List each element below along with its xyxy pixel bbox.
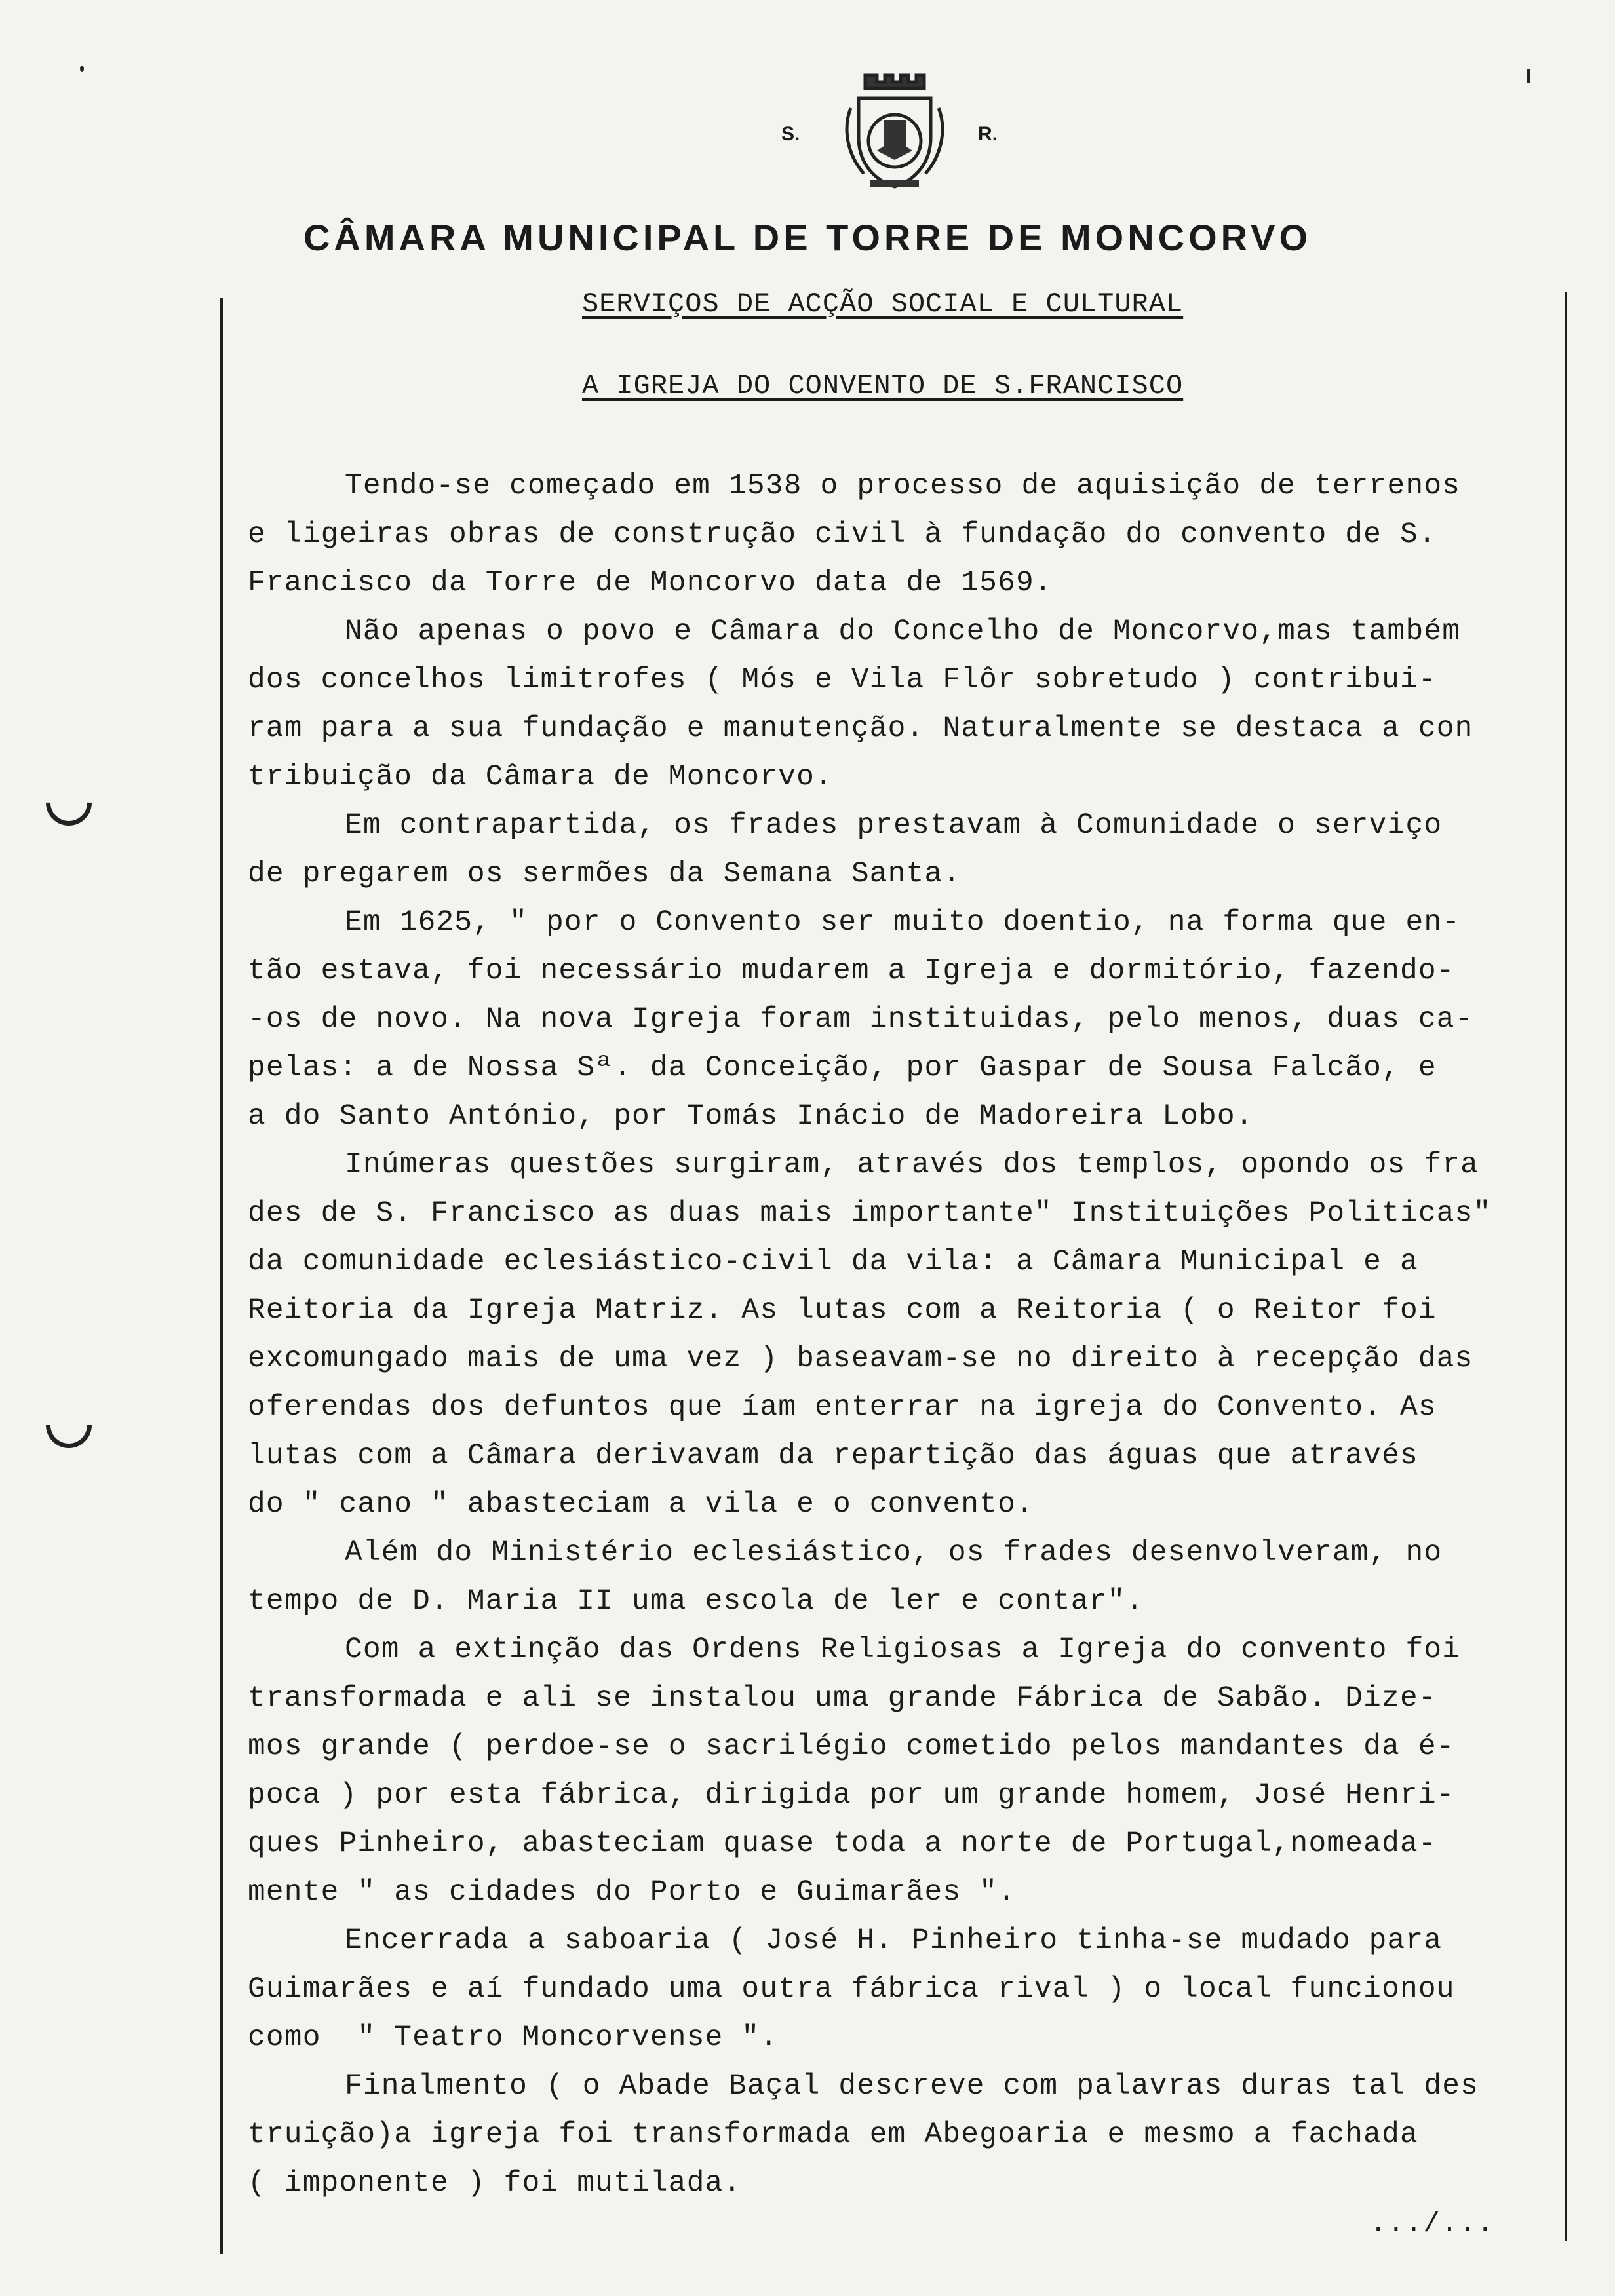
right-margin-line bbox=[1565, 292, 1567, 2241]
text-line: como " Teatro Moncorvense ". bbox=[248, 2021, 779, 2054]
text-line: Em 1625, " por o Convento ser muito doentio, na forma que en- bbox=[345, 906, 1461, 939]
text-line: Inúmeras questões surgiram, através dos templos, opondo os fra bbox=[345, 1149, 1479, 1181]
continuation-mark: .../... bbox=[1370, 2208, 1495, 2240]
text-line: e ligeiras obras de construção civil à fundação do convento de S. bbox=[248, 518, 1437, 551]
left-margin-line bbox=[220, 298, 223, 2254]
text-line: Com a extinção das Ordens Religiosas a Igreja do convento foi bbox=[345, 1634, 1461, 1666]
text-line: do " cano " abasteciam a vila e o convento. bbox=[248, 1488, 1034, 1521]
text-line: tempo de D. Maria II uma escola de ler e contar". bbox=[248, 1585, 1144, 1618]
text-line: truição)a igreja foi transformada em Abegoaria e mesmo a fachada bbox=[248, 2118, 1418, 2151]
text-line: tão estava, foi necessário mudarem a Igreja e dormitório, fazendo- bbox=[248, 955, 1455, 987]
binder-hole-mark bbox=[37, 771, 102, 835]
text-line: Finalmento ( o Abade Baçal descreve com palavras duras tal des bbox=[345, 2070, 1479, 2103]
text-line: ques Pinheiro, abasteciam quase toda a norte de Portugal,nomeada- bbox=[248, 1827, 1437, 1860]
body-text bbox=[248, 462, 1555, 2208]
department-heading: SERVIÇOS DE ACÇÃO SOCIAL E CULTURAL bbox=[582, 288, 1184, 320]
text-line: oferendas dos defuntos que íam enterrar na igreja do Convento. As bbox=[248, 1391, 1437, 1424]
text-line: des de S. Francisco as duas mais importante" Instituições Politicas" bbox=[248, 1197, 1492, 1230]
text-line: mente " as cidades do Porto e Guimarães ". bbox=[248, 1876, 1016, 1909]
text-line: Em contrapartida, os frades prestavam à Comunidade o serviço bbox=[345, 809, 1443, 842]
crest-right-letter: R. bbox=[978, 123, 998, 145]
speck-mark bbox=[80, 66, 84, 72]
text-line: Não apenas o povo e Câmara do Concelho de Moncorvo,mas também bbox=[345, 615, 1461, 648]
text-line: pelas: a de Nossa Sª. da Conceição, por Gaspar de Sousa Falcão, e bbox=[248, 1052, 1437, 1084]
text-line: poca ) por esta fábrica, dirigida por um grande homem, José Henri- bbox=[248, 1779, 1455, 1812]
text-line: ( imponente ) foi mutilada. bbox=[248, 2167, 742, 2200]
text-line: mos grande ( perdoe-se o sacrilégio cometido pelos mandantes da é- bbox=[248, 1731, 1455, 1763]
text-line: Encerrada a saboaria ( José H. Pinheiro tinha-se mudado para bbox=[345, 1924, 1443, 1957]
speck-mark bbox=[1527, 69, 1530, 83]
text-line: Reitoria da Igreja Matriz. As lutas com a Reitoria ( o Reitor foi bbox=[248, 1294, 1437, 1327]
text-line: transformada e ali se instalou uma grande Fábrica de Sabão. Dize- bbox=[248, 1682, 1437, 1715]
institution-heading: CÂMARA MUNICIPAL DE TORRE DE MONCORVO bbox=[303, 217, 1312, 258]
text-line: de pregarem os sermões da Semana Santa. bbox=[248, 858, 962, 890]
text-line: Além do Ministério eclesiástico, os frades desenvolveram, no bbox=[345, 1537, 1443, 1569]
text-line: Guimarães e aí fundado uma outra fábrica rival ) o local funcionou bbox=[248, 1973, 1455, 2006]
text-line: lutas com a Câmara derivavam da repartição das águas que através bbox=[248, 1440, 1418, 1472]
text-line: Francisco da Torre de Moncorvo data de 1569. bbox=[248, 567, 1053, 600]
crest-left-letter: S. bbox=[781, 123, 800, 145]
text-line: excomungado mais de uma vez ) baseavam-se no direito à recepção das bbox=[248, 1343, 1473, 1375]
text-line: a do Santo António, por Tomás Inácio de Madoreira Lobo. bbox=[248, 1100, 1254, 1133]
text-line: -os de novo. Na nova Igreja foram instituidas, pelo menos, duas ca- bbox=[248, 1003, 1473, 1036]
text-line: dos concelhos limitrofes ( Mós e Vila Flôr sobretudo ) contribui- bbox=[248, 664, 1437, 697]
text-line: tribuição da Câmara de Moncorvo. bbox=[248, 761, 833, 794]
text-line: Tendo-se começado em 1538 o processo de aquisição de terrenos bbox=[345, 470, 1461, 503]
text-line: ram para a sua fundação e manutenção. Naturalmente se destaca a con bbox=[248, 712, 1473, 745]
document-title: A IGREJA DO CONVENTO DE S.FRANCISCO bbox=[582, 370, 1184, 402]
coat-of-arms-icon bbox=[839, 62, 950, 193]
text-line: da comunidade eclesiástico-civil da vila: a Câmara Municipal e a bbox=[248, 1246, 1418, 1278]
binder-hole-mark bbox=[37, 1393, 102, 1458]
